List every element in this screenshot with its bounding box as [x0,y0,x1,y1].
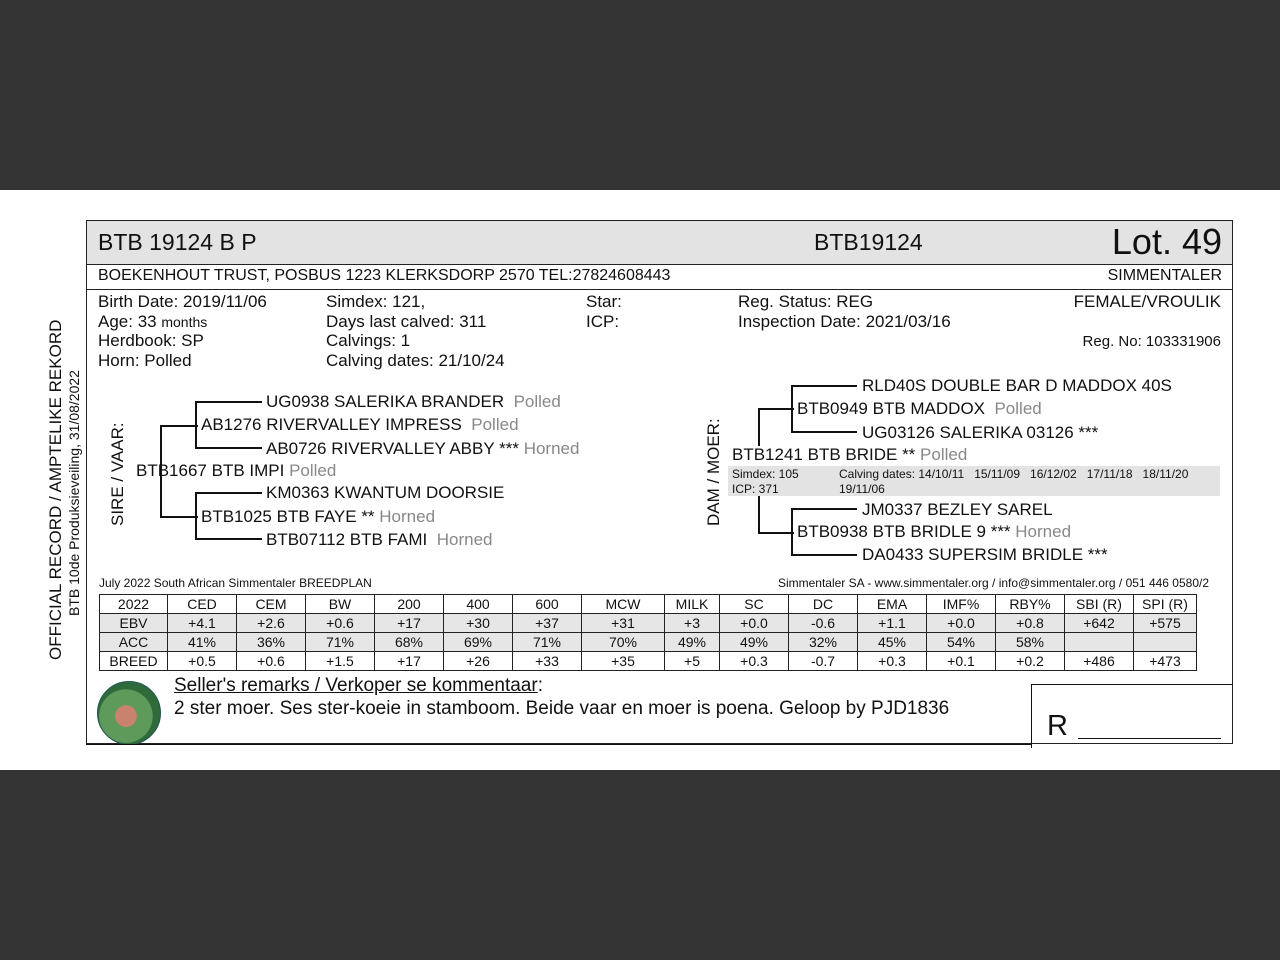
pedigree-line [160,516,198,518]
dam-simdex: Simdex: 105 [732,467,799,481]
birth-date: Birth Date: 2019/11/06 [98,292,267,311]
table-cell: 69% [444,633,513,652]
pedigree-name: KM0363 KWANTUM DOORSIE [266,483,505,502]
table-cell: +37 [513,614,582,633]
table-cell: -0.7 [789,652,858,671]
table-cell: 71% [513,633,582,652]
table-cell: +0.6 [237,652,306,671]
table-cell: +3 [665,614,720,633]
price-box-border [1031,684,1032,748]
table-cell: +1.5 [306,652,375,671]
table-header: 600 [513,595,582,614]
table-cell [1065,633,1134,652]
table-header: DC [789,595,858,614]
table-cell: +17 [375,614,444,633]
table-header: SC [720,595,789,614]
table-cell: +0.2 [996,652,1065,671]
table-header: 200 [375,595,444,614]
horn-note: Horned [436,530,493,549]
lot-number: Lot. 49 [1111,221,1222,262]
table-header: 2022 [100,595,168,614]
pedigree-name: BTB0949 BTB MADDOX [797,399,986,418]
remarks-title-line [174,675,543,697]
pedigree-name: UG03126 SALERIKA 03126 *** [862,423,1099,442]
herdbook: Herdbook: SP [98,331,204,350]
age [98,312,207,332]
table-cell: 49% [720,633,789,652]
icp: ICP: [586,312,620,331]
calving-dates: Calving dates: 21/10/24 [326,351,505,370]
table-cell: +26 [444,652,513,671]
sire-dam-dam [266,530,492,550]
table-row-breed [100,652,1197,671]
table-header-row [100,595,1197,614]
breedplan-table [99,594,1197,671]
sire-name [136,461,336,481]
pedigree-name: BTB07112 BTB FAMI [266,530,428,549]
animal-name: BTB 19124 B P [98,229,257,255]
table-row-acc [100,633,1197,652]
pedigree-line [758,408,794,410]
table-cell: 71% [306,633,375,652]
pedigree-line [195,538,262,540]
days-last-calved: Days last calved: 311 [326,312,487,331]
horn-note: Polled [513,392,561,411]
sire-dam [201,507,435,527]
sire-sire-sire [266,392,561,412]
reg-status: Reg. Status: REG [738,292,874,311]
dam-calving-dates: Calving dates: 14/10/11 15/11/09 16/12/02 17/11/18 18/11/20 [839,467,1189,481]
table-cell: +575 [1134,614,1197,633]
table-cell: 41% [168,633,237,652]
table-cell: 32% [789,633,858,652]
sire-sire-dam [266,439,579,459]
pedigree-line [758,496,760,534]
pedigree-name: BTB1025 BTB FAYE ** [201,507,375,526]
simdex: Simdex: 121, [326,292,426,311]
owner-address: BOEKENHOUT TRUST, POSBUS 1223 KLERKSDORP 2570 TEL:27824608443 [98,267,671,284]
table-cell: 36% [237,633,306,652]
dam-dam [797,522,1071,542]
table-cell: 70% [582,633,665,652]
dam-calving-dates-cont: 19/11/06 [839,482,885,496]
pedigree-line [791,385,857,387]
table-cell: EBV [100,614,168,633]
sire-label: SIRE / VAAR: [108,422,127,526]
pedigree-line [791,508,857,510]
star: Star: [586,292,622,311]
breedplan-caption: July 2022 South African Simmentaler BREEDPLAN [99,576,372,590]
pedigree-line [195,447,262,449]
pedigree-name: DA0433 SUPERSIM BRIDLE *** [862,545,1108,564]
table-header: EMA [858,595,927,614]
sale-label: BTB 10de Produksieveiling, 31/08/2022 [66,370,82,616]
table-cell: BREED [100,652,168,671]
horn-note: Polled [994,399,1042,418]
horn-note: Horned [379,507,436,526]
dam-sire-dam [862,423,1098,443]
horn-note: Polled [289,461,337,480]
pedigree-line [195,401,262,403]
horn-note: Horned [1015,522,1072,541]
sire-dam-sire [266,483,504,503]
table-cell: 49% [665,633,720,652]
breedplan-contact: Simmentaler SA - www.simmentaler.org / info@simmentaler.org / 051 446 0580/2 [777,576,1209,590]
table-header: IMF% [927,595,996,614]
official-record-label: OFFICIAL RECORD / AMPTELIKE REKORD [46,319,65,660]
pedigree-name: BTB0938 BTB BRIDLE 9 *** [797,522,1011,541]
dam-sire-sire [862,376,1172,396]
table-cell: +17 [375,652,444,671]
horn-note: Polled [920,445,968,464]
pedigree-line [160,425,198,427]
table-cell: +30 [444,614,513,633]
simmentaler-logo-icon [97,681,161,745]
dam-dam-dam [862,545,1108,565]
table-cell: +35 [582,652,665,671]
pedigree-line [758,532,794,534]
pedigree-name: RLD40S DOUBLE BAR D MADDOX 40S [862,376,1172,395]
horn-note: Polled [471,415,519,434]
pedigree-name: UG0938 SALERIKA BRANDER [266,392,505,411]
inspection-date: Inspection Date: 2021/03/16 [738,312,951,331]
sex: FEMALE/VROULIK [1073,292,1221,311]
pedigree-line [791,508,793,556]
table-header: SPI (R) [1134,595,1197,614]
remarks-colon: : [537,675,543,696]
pedigree-name: BTB1667 BTB IMPI [136,461,285,480]
pedigree-name: AB0726 RIVERVALLEY ABBY *** [266,439,519,458]
table-header: MCW [582,595,665,614]
table-cell: +0.0 [927,614,996,633]
table-cell: +0.0 [720,614,789,633]
table-header: BW [306,595,375,614]
table-row-ebv [100,614,1197,633]
reg-no: Reg. No: 103331906 [1082,333,1221,350]
card-bottom-border [86,744,1032,745]
horn-status: Horn: Polled [98,351,192,370]
remarks-title: Seller's remarks / Verkoper se kommentaar [174,675,538,696]
table-cell: 58% [996,633,1065,652]
pedigree-name: JM0337 BEZLEY SAREL [862,500,1053,519]
owner-line [87,265,1232,290]
table-cell: 68% [375,633,444,652]
table-cell: +473 [1134,652,1197,671]
table-header: MILK [665,595,720,614]
table-header: CED [168,595,237,614]
age-unit: months [161,314,208,330]
table-cell: +0.3 [720,652,789,671]
pedigree-line [758,408,760,446]
table-cell: +486 [1065,652,1134,671]
table-cell: +0.3 [858,652,927,671]
table-cell: +0.5 [168,652,237,671]
age-value: Age: 33 [98,312,157,331]
table-cell: +0.8 [996,614,1065,633]
dam-dam-sire [862,500,1053,520]
pedigree-line [195,492,197,540]
table-header: CEM [237,595,306,614]
table-cell: ACC [100,633,168,652]
table-cell: +0.1 [927,652,996,671]
table-cell: +0.6 [306,614,375,633]
table-cell: +4.1 [168,614,237,633]
dam-name [732,445,967,465]
dam-label: DAM / MOER: [704,418,723,526]
breed-name: SIMMENTALER [1107,267,1222,284]
dam-sire [797,399,1042,419]
horn-note: Horned [523,439,580,458]
table-cell [1134,633,1197,652]
table-cell: +5 [665,652,720,671]
animal-id: BTB19124 [814,229,923,255]
pedigree-line [791,431,857,433]
table-cell: -0.6 [789,614,858,633]
dam-icp: ICP: 371 [732,482,779,496]
price-box-border [1031,684,1233,685]
table-header: RBY% [996,595,1065,614]
dam-details-box [728,466,1220,496]
table-header: SBI (R) [1065,595,1134,614]
price-label: R [1047,710,1068,742]
pedigree-name: AB1276 RIVERVALLEY IMPRESS [201,415,462,434]
lot-header [87,221,1232,265]
remarks-text: 2 ster moer. Ses ster-koeie in stamboom. Beide vaar en moer is poena. Geloop by PJD1836 [174,698,950,719]
calvings: Calvings: 1 [326,331,411,350]
table-cell: +2.6 [237,614,306,633]
catalogue-sheet [0,190,1280,770]
table-cell: +33 [513,652,582,671]
table-cell: +642 [1065,614,1134,633]
table-cell: 54% [927,633,996,652]
table-header: 400 [444,595,513,614]
pedigree-line [791,554,857,556]
sire-sire [201,415,519,435]
pedigree-name: BTB1241 BTB BRIDE ** [732,445,916,464]
price-field[interactable] [1078,738,1221,739]
table-cell: +31 [582,614,665,633]
table-cell: +1.1 [858,614,927,633]
pedigree-line [195,492,262,494]
table-cell: 45% [858,633,927,652]
